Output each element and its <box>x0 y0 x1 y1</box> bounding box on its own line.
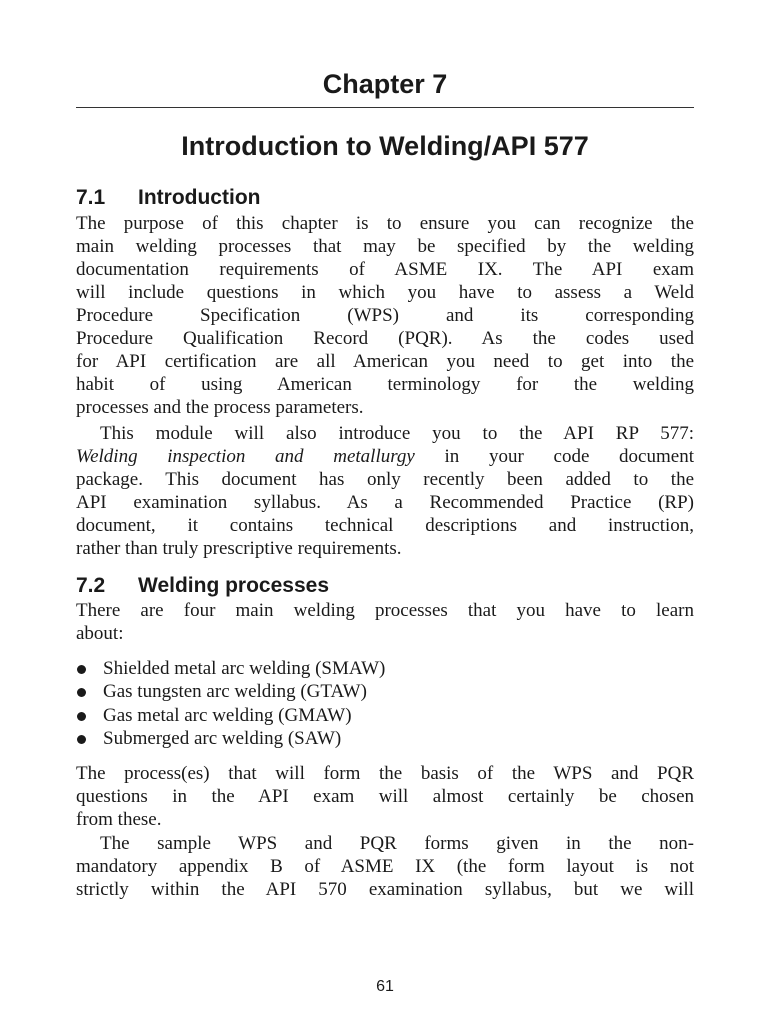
text-line: habit of using American terminology for the welding <box>76 374 694 395</box>
text-line: API examination syllabus. As a Recommended Practice (RP) <box>76 492 694 513</box>
section-number: 7.2 <box>76 574 106 597</box>
list-item-text: Gas tungsten arc welding (GTAW) <box>103 681 367 703</box>
list-item <box>76 727 694 750</box>
text-line: mandatory appendix B of ASME IX (the form layout is not <box>76 856 694 877</box>
section-heading-introduction <box>76 185 260 211</box>
list-item <box>76 704 694 727</box>
list-item-text: Shielded metal arc welding (SMAW) <box>103 658 386 679</box>
chapter-label: Chapter 7 <box>322 69 448 99</box>
chapter-divider <box>76 107 694 108</box>
bullet-icon <box>77 688 86 697</box>
bullet-icon <box>77 712 86 721</box>
text-line: package. This document has only recently been added to the <box>76 469 694 490</box>
text-line: main welding processes that may be specified by the welding <box>76 236 694 257</box>
chapter-title: Introduction to Welding/API 577 <box>181 131 589 161</box>
text-line: will include questions in which you have to assess a Weld <box>76 282 694 303</box>
paragraph-process-basis <box>76 762 694 831</box>
list-item-text: Submerged arc welding (SAW) <box>103 727 342 749</box>
list-item-text: Gas metal arc welding (GMAW) <box>103 704 352 726</box>
text-line: from these. <box>76 809 162 830</box>
text-line: This module will also introduce you to the API RP 577: <box>100 423 694 444</box>
text-line: Procedure Qualification Record (PQR). As the codes used <box>76 328 694 349</box>
welding-process-list <box>76 657 694 750</box>
bullet-icon <box>77 735 86 744</box>
text-fragment: in your code document <box>414 446 694 467</box>
text-line: rather than truly prescriptive requirements. <box>76 538 402 559</box>
text-line: documentation requirements of ASME IX. The API exam <box>76 259 694 280</box>
text-line: Procedure Specification (WPS) and its corresponding <box>76 305 694 326</box>
list-item <box>76 680 694 703</box>
text-line: strictly within the API 570 examination syllabus, but we will <box>76 879 694 900</box>
text-line-mixed <box>76 445 694 468</box>
paragraph-purpose <box>76 212 694 419</box>
text-line: The purpose of this chapter is to ensure you can recognize the <box>76 213 694 234</box>
section-title: Welding processes <box>138 574 330 597</box>
paragraph-sample-forms <box>76 832 694 901</box>
text-line: The process(es) that will form the basis of the WPS and PQR <box>76 763 694 784</box>
text-line: for API certification are all American you need to get into the <box>76 351 694 372</box>
section-number: 7.1 <box>76 186 106 209</box>
paragraph-four-processes <box>76 599 694 645</box>
list-item <box>76 657 694 680</box>
section-heading-welding-processes <box>76 573 329 599</box>
paragraph-api-rp-577 <box>76 422 694 560</box>
page-number: 61 <box>376 978 394 995</box>
text-line: about: <box>76 623 124 644</box>
bullet-icon <box>77 665 86 674</box>
text-line: processes and the process parameters. <box>76 397 364 418</box>
text-line: The sample WPS and PQR forms given in the non- <box>100 833 694 854</box>
text-line: questions in the API exam will almost certainly be chosen <box>76 786 694 807</box>
text-line: document, it contains technical descriptions and instruction, <box>76 515 694 536</box>
text-line: There are four main welding processes that you have to learn <box>76 600 694 621</box>
section-title: Introduction <box>138 186 261 209</box>
document-title-italic: Welding inspection and metallurgy <box>76 446 415 467</box>
